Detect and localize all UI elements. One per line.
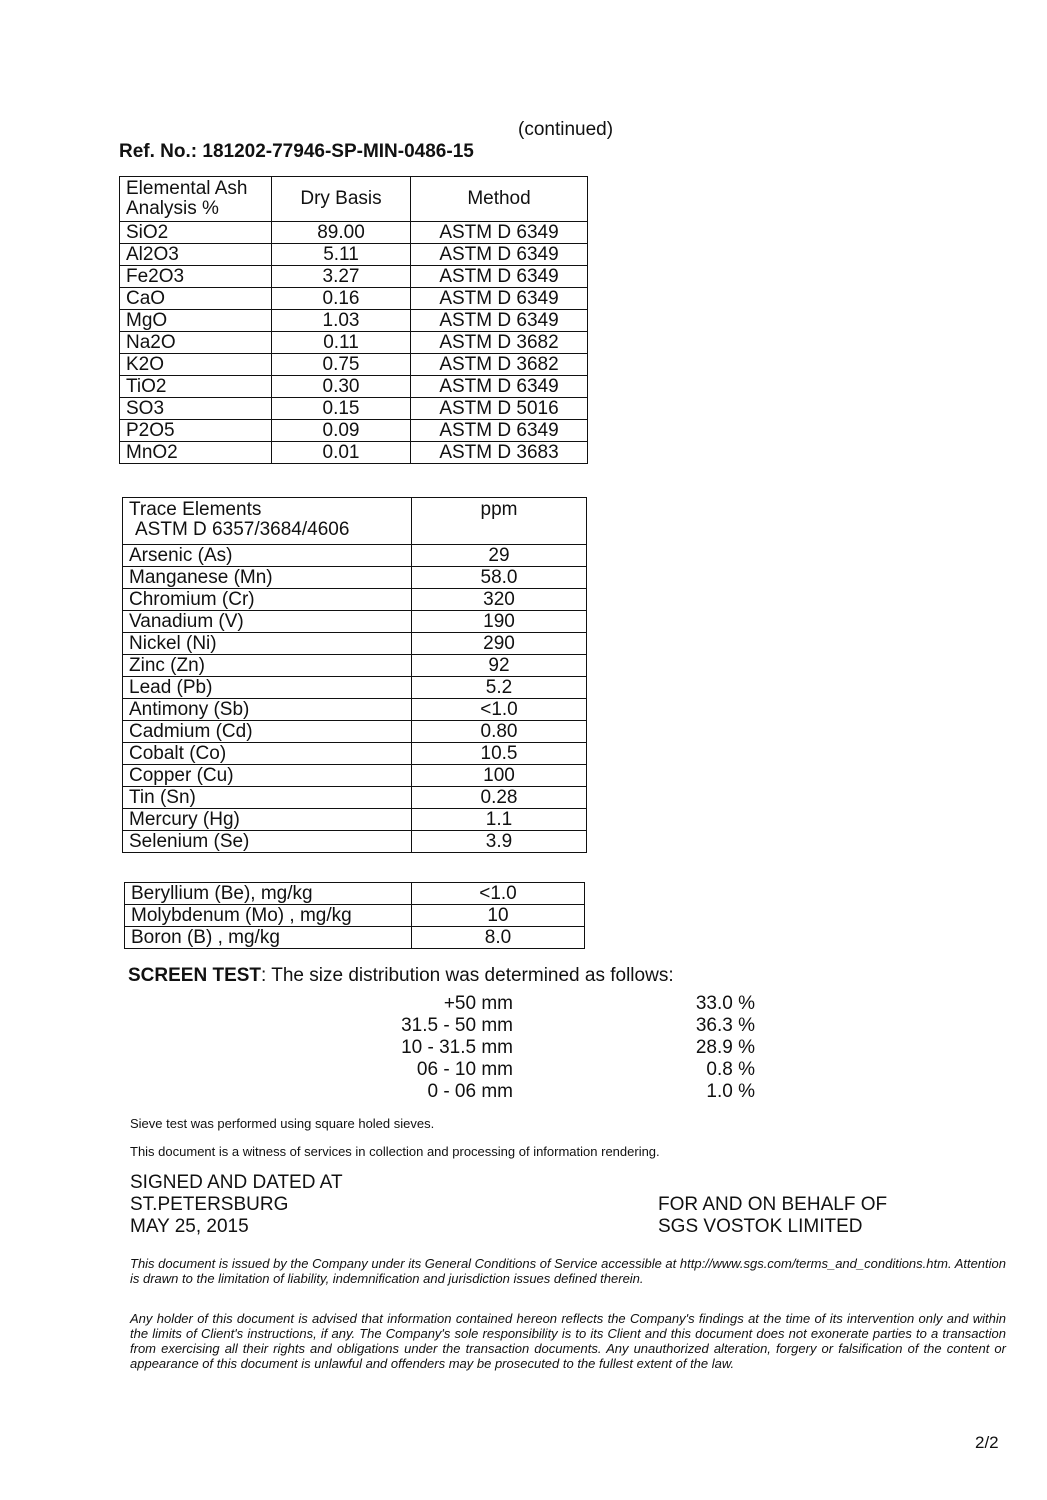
table-cell: TiO2 [120, 376, 272, 398]
table-row [123, 567, 587, 589]
table-cell: 29 [412, 545, 587, 567]
table-row [123, 633, 587, 655]
signed-date: MAY 25, 2015 [130, 1216, 249, 1237]
table-cell: CaO [120, 288, 272, 310]
table-cell: 100 [412, 765, 587, 787]
table-cell: 3.27 [272, 266, 411, 288]
table-row [123, 589, 587, 611]
table-cell: K2O [120, 354, 272, 376]
table-row [123, 787, 587, 809]
table-row [120, 442, 588, 464]
table-cell: SO3 [120, 398, 272, 420]
company-name: SGS VOSTOK LIMITED [658, 1216, 863, 1237]
table-row [123, 677, 587, 699]
signed-line: SIGNED AND DATED AT [130, 1172, 343, 1193]
signed-city: ST.PETERSBURG [130, 1194, 289, 1215]
table-cell: Tin (Sn) [123, 787, 412, 809]
table-cell: <1.0 [412, 883, 585, 905]
table-cell: 0.75 [272, 354, 411, 376]
table-cell: 5.11 [272, 244, 411, 266]
table-cell: 10.5 [412, 743, 587, 765]
table-cell: MnO2 [120, 442, 272, 464]
table-row [123, 743, 587, 765]
table-cell: 320 [412, 589, 587, 611]
table-cell: Zinc (Zn) [123, 655, 412, 677]
table-cell: Vanadium (V) [123, 611, 412, 633]
table-row [120, 266, 588, 288]
ash-table-header [120, 177, 588, 222]
size-range: 10 - 31.5 mm [401, 1037, 513, 1058]
ash-header-dry-basis: Dry Basis [272, 177, 411, 222]
ash-header-analysis: Elemental Ash Analysis % [120, 177, 272, 222]
size-range: 0 - 06 mm [427, 1081, 513, 1102]
table-row [123, 831, 587, 853]
continued-label: (continued) [518, 119, 614, 140]
table-cell: Fe2O3 [120, 266, 272, 288]
signed-dated-block [130, 1172, 343, 1238]
on-behalf-block [658, 1194, 887, 1238]
table-cell: 3.9 [412, 831, 587, 853]
table-cell: 190 [412, 611, 587, 633]
table-cell: ASTM D 6349 [411, 310, 588, 332]
table-cell: 0.80 [412, 721, 587, 743]
table-cell: 1.1 [412, 809, 587, 831]
table-cell: 5.2 [412, 677, 587, 699]
table-cell: 0.28 [412, 787, 587, 809]
size-percentage: 33.0 % [695, 993, 755, 1014]
table-cell: 0.11 [272, 332, 411, 354]
table-cell: Mercury (Hg) [123, 809, 412, 831]
trace-elements-table [122, 497, 587, 853]
table-cell: 1.03 [272, 310, 411, 332]
table-cell: Antimony (Sb) [123, 699, 412, 721]
table-row [120, 222, 588, 244]
table-cell: 0.01 [272, 442, 411, 464]
table-cell: P2O5 [120, 420, 272, 442]
reference-number: Ref. No.: 181202-77946-SP-MIN-0486-15 [119, 141, 474, 162]
screen-test-label: SCREEN TEST [128, 965, 262, 986]
liability-notice: Any holder of this document is advised that information contained hereon reflects the Company's findings at the time of its intervention only and within the limits of Client's instructions, if any. The Company's sole responsibility is to its Client and this document does not exonerate parties to a transaction from exercising all their rights and obligations under the transaction documents. Any unauthorized alteration, forgery or falsification of the content or appearance of this document is unlawful and offenders may be prosecuted to the fullest extent of the law. [130, 1311, 1006, 1371]
table-row [120, 398, 588, 420]
trace-table-header [123, 498, 587, 545]
page-number: 2/2 [975, 1433, 999, 1452]
table-cell: ASTM D 6349 [411, 420, 588, 442]
table-row [123, 809, 587, 831]
table-row [123, 545, 587, 567]
table-row [125, 883, 585, 905]
trace-header-title: Trace Elements [129, 499, 262, 520]
size-range: 31.5 - 50 mm [401, 1015, 513, 1036]
screen-test-heading [128, 965, 674, 987]
on-behalf-line: FOR AND ON BEHALF OF [658, 1194, 888, 1215]
table-cell: ASTM D 6349 [411, 266, 588, 288]
table-cell: 0.16 [272, 288, 411, 310]
table-cell: ASTM D 6349 [411, 244, 588, 266]
trace-header-method: ASTM D 6357/3684/4606 [135, 519, 350, 540]
table-cell: 0.15 [272, 398, 411, 420]
table-cell: Selenium (Se) [123, 831, 412, 853]
general-conditions-notice: This document is issued by the Company under its General Conditions of Service accessible at http://www.sgs.com/terms_and_conditions.htm. Attention is drawn to the limitation of liability, indemnification and jurisdiction issues defined therein. [130, 1256, 1007, 1286]
table-cell: ASTM D 3683 [411, 442, 588, 464]
additional-elements-table [124, 882, 585, 949]
table-cell: SiO2 [120, 222, 272, 244]
table-row [120, 376, 588, 398]
table-cell: Molybdenum (Mo) , mg/kg [125, 905, 412, 927]
size-percentage: 28.9 % [695, 1037, 755, 1058]
table-cell: 10 [412, 905, 585, 927]
table-row [123, 699, 587, 721]
table-cell: <1.0 [412, 699, 587, 721]
size-percentage: 36.3 % [695, 1015, 755, 1036]
table-row [120, 420, 588, 442]
size-range: 06 - 10 mm [416, 1059, 513, 1080]
table-row [120, 244, 588, 266]
table-cell: Cobalt (Co) [123, 743, 412, 765]
table-cell: Lead (Pb) [123, 677, 412, 699]
trace-header-unit: ppm [412, 498, 587, 545]
size-percentage: 1.0 % [706, 1081, 755, 1102]
table-row [123, 721, 587, 743]
table-row [123, 765, 587, 787]
table-cell: Arsenic (As) [123, 545, 412, 567]
table-cell: 290 [412, 633, 587, 655]
elemental-ash-table [119, 176, 588, 464]
table-row [125, 927, 585, 949]
table-row [120, 310, 588, 332]
table-cell: Al2O3 [120, 244, 272, 266]
table-cell: ASTM D 5016 [411, 398, 588, 420]
table-cell: Cadmium (Cd) [123, 721, 412, 743]
table-cell: Manganese (Mn) [123, 567, 412, 589]
table-row [120, 332, 588, 354]
table-cell: 8.0 [412, 927, 585, 949]
table-cell: Nickel (Ni) [123, 633, 412, 655]
table-row [123, 611, 587, 633]
table-cell: Beryllium (Be), mg/kg [125, 883, 412, 905]
table-cell: ASTM D 6349 [411, 376, 588, 398]
table-cell: ASTM D 6349 [411, 222, 588, 244]
size-percentage: 0.8 % [706, 1059, 755, 1080]
screen-test-text: : The size distribution was determined as follows: [261, 965, 674, 986]
sieve-note: Sieve test was performed using square holed sieves. [130, 1116, 435, 1131]
table-cell: Copper (Cu) [123, 765, 412, 787]
table-cell: 0.30 [272, 376, 411, 398]
table-cell: 0.09 [272, 420, 411, 442]
table-cell: 89.00 [272, 222, 411, 244]
size-range: +50 mm [443, 993, 513, 1014]
table-row [120, 288, 588, 310]
table-row [123, 655, 587, 677]
witness-note: This document is a witness of services in collection and processing of information rendering. [130, 1144, 660, 1159]
table-cell: Chromium (Cr) [123, 589, 412, 611]
ash-header-method: Method [411, 177, 588, 222]
table-cell: ASTM D 3682 [411, 354, 588, 376]
table-cell: MgO [120, 310, 272, 332]
table-cell: Boron (B) , mg/kg [125, 927, 412, 949]
table-cell: ASTM D 6349 [411, 288, 588, 310]
table-cell: ASTM D 3682 [411, 332, 588, 354]
table-cell: 92 [412, 655, 587, 677]
trace-header-cell [123, 498, 412, 545]
table-cell: 58.0 [412, 567, 587, 589]
table-row [120, 354, 588, 376]
table-cell: Na2O [120, 332, 272, 354]
table-row [125, 905, 585, 927]
